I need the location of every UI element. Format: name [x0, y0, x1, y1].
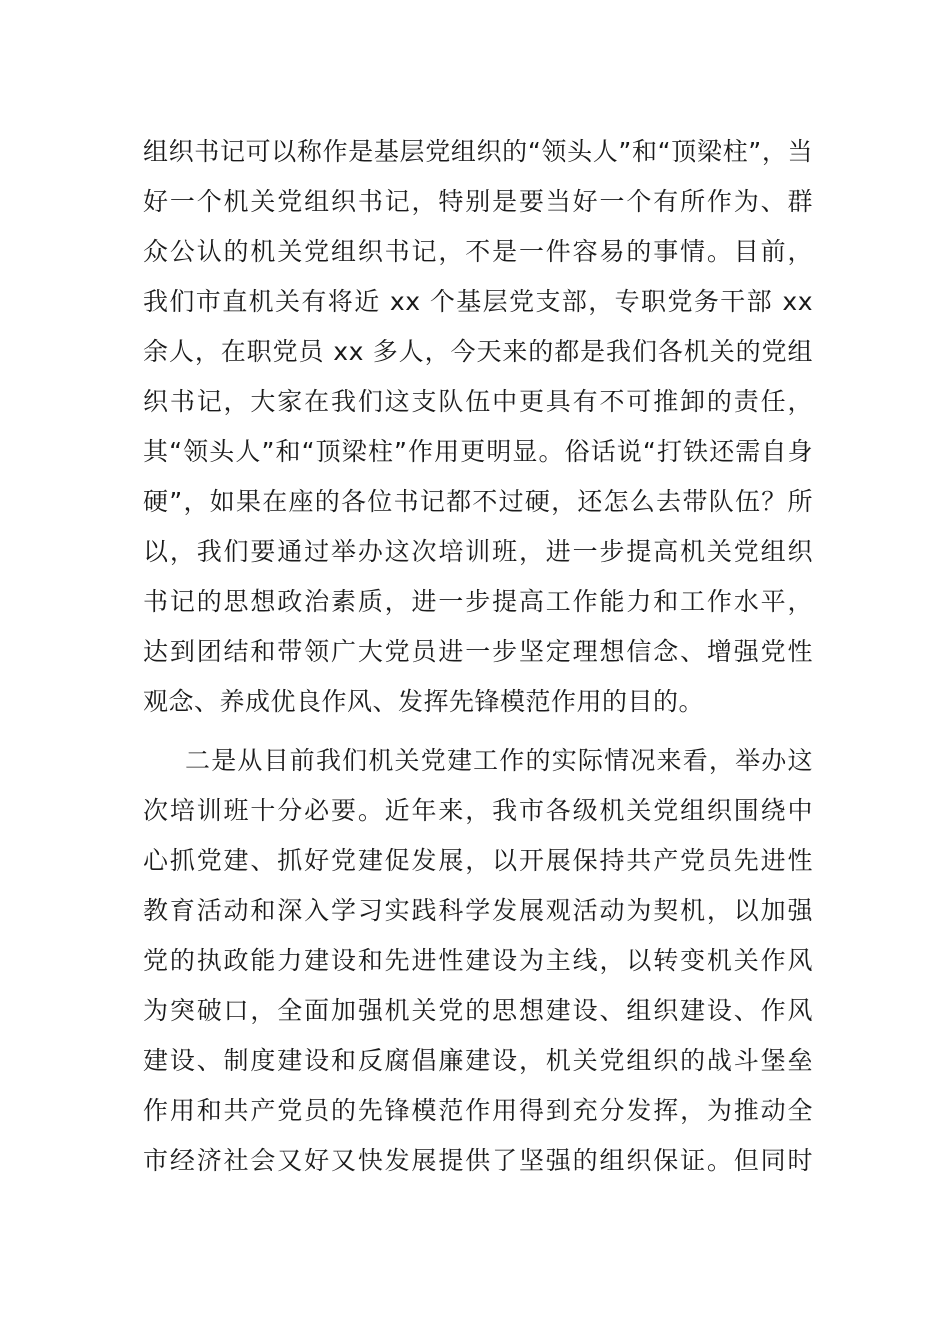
paragraph-1-line: 达到团结和带领广大党员进一步坚定理想信念、增强党性 [143, 637, 813, 666]
paragraph-2-line: 作用和共产党员的先锋模范作用得到充分发挥，为推动全 [143, 1096, 813, 1125]
paragraph-1-line: 我们市直机关有将近 xx 个基层党支部，专职党务干部 xx [143, 287, 813, 316]
paragraph-1-line: 以，我们要通过举办这次培训班，进一步提高机关党组织 [143, 537, 813, 566]
paragraph-2-line: 市经济社会又好又快发展提供了坚强的组织保证。但同时 [143, 1146, 813, 1175]
paragraph-2-line: 二是从目前我们机关党建工作的实际情况来看，举办这 [185, 746, 813, 775]
paragraph-1-line: 书记的思想政治素质，进一步提高工作能力和工作水平， [143, 587, 813, 616]
paragraph-1-line: 余人，在职党员 xx 多人，今天来的都是我们各机关的党组 [143, 337, 813, 366]
paragraph-1-line: 组织书记可以称作是基层党组织的“领头人”和“顶梁柱”，当 [143, 137, 813, 166]
paragraph-2-line: 建设、制度建设和反腐倡廉建设，机关党组织的战斗堡垒 [143, 1046, 813, 1075]
paragraph-2-line: 党的执政能力建设和先进性建设为主线，以转变机关作风 [143, 946, 813, 975]
paragraph-2-line: 教育活动和深入学习实践科学发展观活动为契机，以加强 [143, 896, 813, 925]
paragraph-1-line: 其“领头人”和“顶梁柱”作用更明显。俗话说“打铁还需自身 [143, 437, 813, 466]
paragraph-1-line: 观念、养成优良作风、发挥先锋模范作用的目的。 [143, 687, 705, 716]
paragraph-2-line: 为突破口，全面加强机关党的思想建设、组织建设、作风 [143, 996, 813, 1025]
paragraph-1-line: 众公认的机关党组织书记，不是一件容易的事情。目前， [143, 237, 813, 266]
paragraph-1-line: 硬”，如果在座的各位书记都不过硬，还怎么去带队伍？所 [143, 487, 813, 516]
paragraph-1-line: 织书记，大家在我们这支队伍中更具有不可推卸的责任， [143, 387, 813, 416]
paragraph-2-line: 次培训班十分必要。近年来，我市各级机关党组织围绕中 [143, 796, 813, 825]
paragraph-1-line: 好一个机关党组织书记，特别是要当好一个有所作为、群 [143, 187, 813, 216]
paragraph-2-line: 心抓党建、抓好党建促发展，以开展保持共产党员先进性 [143, 846, 813, 875]
